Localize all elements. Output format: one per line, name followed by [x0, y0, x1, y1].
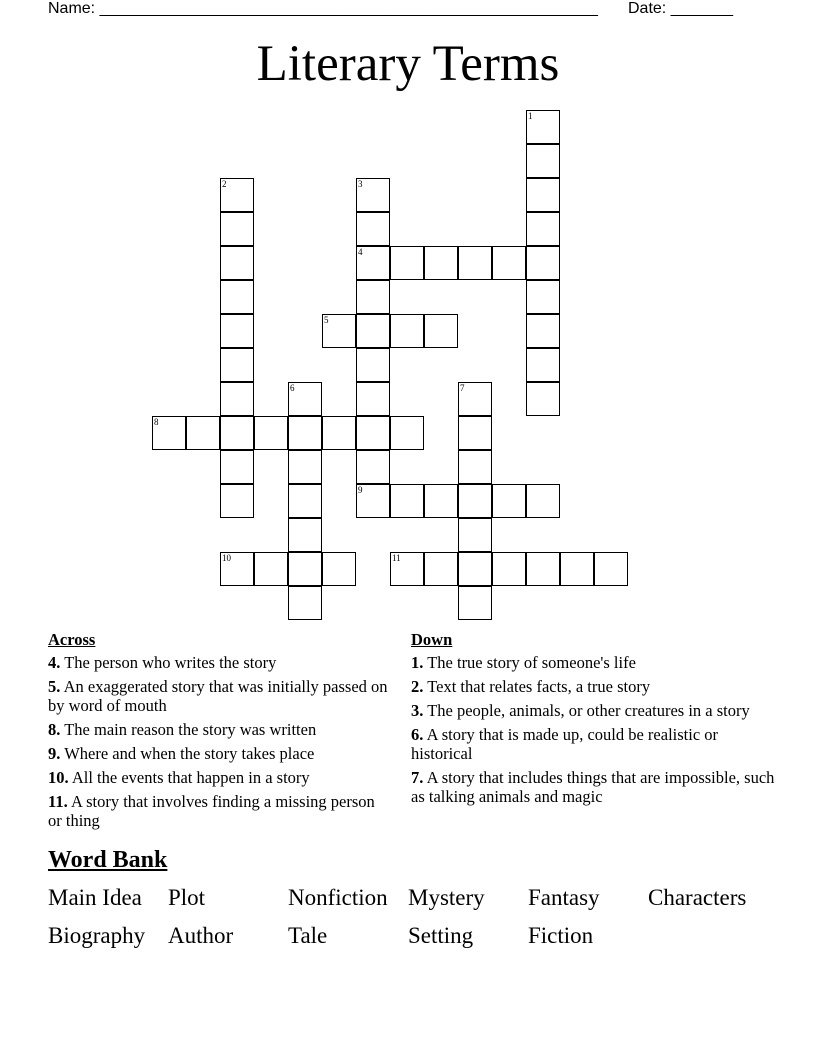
word-bank-word: Fiction [528, 923, 594, 948]
word-bank-word: Tale [288, 923, 328, 948]
crossword-cell[interactable] [322, 314, 356, 348]
crossword-cell[interactable] [458, 246, 492, 280]
across-clues [48, 630, 388, 835]
crossword-cell[interactable] [492, 552, 526, 586]
word-bank-word: Main Idea [48, 885, 142, 910]
clue-down-3: 3. The people, animals, or other creatures in a story [411, 701, 750, 720]
crossword-cell[interactable] [356, 314, 390, 348]
cell-number: 7 [460, 383, 465, 393]
crossword-cell[interactable] [288, 416, 322, 450]
down-clues [411, 630, 781, 811]
crossword-cell[interactable] [390, 246, 424, 280]
across-heading: Across [48, 630, 96, 649]
crossword-cell[interactable] [390, 314, 424, 348]
clue-down-2: 2. Text that relates facts, a true story [411, 677, 651, 696]
word-bank-word: Characters [648, 885, 747, 910]
crossword-cell[interactable] [526, 348, 560, 382]
word-bank-word: Setting [408, 923, 474, 948]
crossword-cell[interactable] [458, 586, 492, 620]
word-bank-word: Mystery [408, 885, 485, 910]
crossword-cell[interactable] [220, 280, 254, 314]
clue-across-8: 8. The main reason the story was written [48, 720, 317, 739]
crossword-cell[interactable] [458, 416, 492, 450]
cell-number: 8 [154, 417, 159, 427]
crossword-cell[interactable] [458, 450, 492, 484]
clue-across-10: 10. All the events that happen in a story [48, 768, 310, 787]
crossword-cell[interactable] [424, 246, 458, 280]
crossword-cell[interactable] [356, 416, 390, 450]
crossword-cell[interactable] [288, 586, 322, 620]
crossword-cell[interactable] [458, 518, 492, 552]
crossword-cell[interactable] [356, 348, 390, 382]
word-bank-word: Nonfiction [288, 885, 388, 910]
crossword-cell[interactable] [526, 110, 560, 144]
crossword-cell[interactable] [254, 416, 288, 450]
crossword-cell[interactable] [288, 518, 322, 552]
crossword-cell[interactable] [458, 382, 492, 416]
crossword-cell[interactable] [220, 416, 254, 450]
crossword-cell[interactable] [458, 552, 492, 586]
crossword-cell[interactable] [220, 484, 254, 518]
clue-across-11: 11. A story that involves finding a missing person or thing [48, 792, 375, 830]
crossword-cell[interactable] [492, 246, 526, 280]
crossword-cell[interactable] [254, 552, 288, 586]
crossword-cell[interactable] [186, 416, 220, 450]
crossword-cell[interactable] [424, 552, 458, 586]
crossword-cell[interactable] [356, 212, 390, 246]
crossword-cell[interactable] [424, 314, 458, 348]
crossword-cell[interactable] [220, 212, 254, 246]
clue-down-1: 1. The true story of someone's life [411, 653, 636, 672]
date-line[interactable]: Date: _______ [628, 0, 733, 17]
clue-across-5: 5. An exaggerated story that was initially passed on by word of mouth [48, 677, 388, 715]
crossword-cell[interactable] [390, 484, 424, 518]
cell-number: 5 [324, 315, 329, 325]
cell-number: 6 [290, 383, 295, 393]
cell-number: 4 [358, 247, 363, 257]
cell-number: 3 [358, 179, 363, 189]
crossword-cell[interactable] [288, 382, 322, 416]
crossword-cell[interactable] [356, 246, 390, 280]
clue-down-7: 7. A story that includes things that are impossible, such as talking animals and magic [411, 768, 775, 806]
word-bank-word: Biography [48, 923, 146, 948]
crossword-cell[interactable] [220, 382, 254, 416]
crossword-cell[interactable] [492, 484, 526, 518]
crossword-cell[interactable] [526, 280, 560, 314]
crossword-cell[interactable] [356, 484, 390, 518]
crossword-cell[interactable] [356, 450, 390, 484]
crossword-cell[interactable] [458, 484, 492, 518]
crossword-cell[interactable] [390, 416, 424, 450]
cell-number: 2 [222, 179, 227, 189]
cell-number: 10 [222, 553, 231, 563]
cell-number: 9 [358, 485, 363, 495]
crossword-cell[interactable] [526, 552, 560, 586]
crossword-cell[interactable] [390, 552, 424, 586]
crossword-cell[interactable] [424, 484, 458, 518]
crossword-cell[interactable] [288, 484, 322, 518]
cell-number: 11 [392, 553, 401, 563]
word-bank-word: Author [168, 923, 234, 948]
crossword-cell[interactable] [526, 314, 560, 348]
clue-across-4: 4. The person who writes the story [48, 653, 277, 672]
crossword-cell[interactable] [356, 178, 390, 212]
crossword-cell[interactable] [526, 484, 560, 518]
crossword-cell[interactable] [356, 280, 390, 314]
crossword-cell[interactable] [220, 314, 254, 348]
page-title: Literary Terms [256, 36, 560, 92]
crossword-cell[interactable] [288, 450, 322, 484]
crossword-cell[interactable] [220, 450, 254, 484]
crossword-cell[interactable] [560, 552, 594, 586]
crossword-cell[interactable] [220, 348, 254, 382]
crossword-cell[interactable] [322, 552, 356, 586]
crossword-cell[interactable] [526, 212, 560, 246]
crossword-cell[interactable] [322, 416, 356, 450]
clue-across-9: 9. Where and when the story takes place [48, 744, 315, 763]
down-heading: Down [411, 630, 453, 649]
crossword-cell[interactable] [152, 416, 186, 450]
crossword-cell[interactable] [526, 382, 560, 416]
crossword-cell[interactable] [288, 552, 322, 586]
crossword-cell[interactable] [526, 178, 560, 212]
clue-down-6: 6. A story that is made up, could be realistic or historical [411, 725, 719, 763]
crossword-cell[interactable] [594, 552, 628, 586]
crossword-cell[interactable] [526, 246, 560, 280]
word-bank-word: Fantasy [528, 885, 600, 910]
word-bank-title: Word Bank [48, 847, 168, 873]
name-line[interactable]: Name: ________________________________________________________ [48, 0, 598, 17]
crossword-cell[interactable] [526, 144, 560, 178]
crossword-cell[interactable] [356, 382, 390, 416]
crossword-cell[interactable] [220, 246, 254, 280]
cell-number: 1 [528, 111, 533, 121]
crossword-cell[interactable] [220, 552, 254, 586]
crossword-cell[interactable] [220, 178, 254, 212]
word-bank-word: Plot [168, 885, 206, 910]
